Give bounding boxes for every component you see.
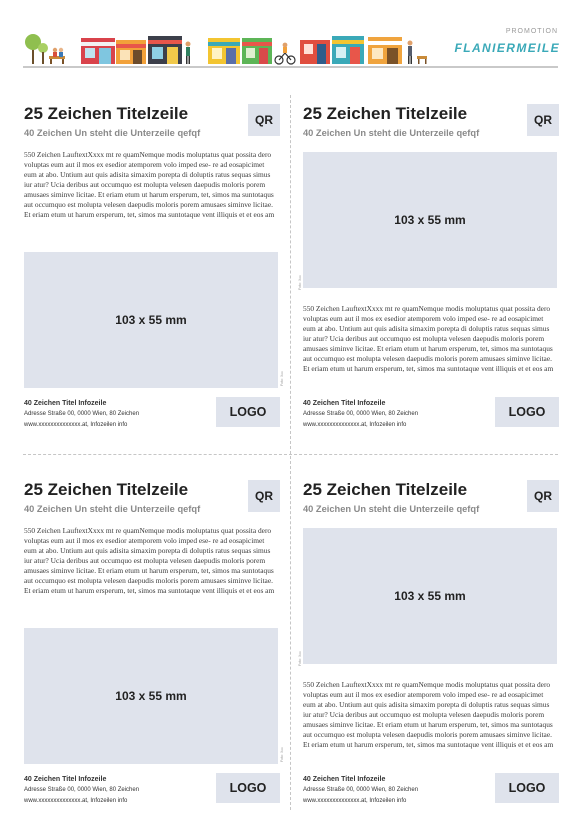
image-placeholder: 103 x 55 mm	[24, 628, 278, 764]
info-block	[303, 774, 418, 807]
vertical-cut-line	[290, 95, 291, 810]
info-web: www.xxxxxxxxxxxxxx.at, Infozeilen info	[303, 798, 407, 804]
logo-placeholder: LOGO	[216, 397, 280, 427]
photo-credit: Foto: Xxx	[280, 747, 284, 762]
qr-code-placeholder: QR	[527, 104, 559, 136]
ad-card	[24, 480, 284, 820]
info-web: www.xxxxxxxxxxxxxx.at, Infozeilen info	[24, 798, 128, 804]
info-title: 40 Zeichen Titel Infozeile	[24, 776, 107, 783]
card-title: 25 Zeichen Titelzeile	[303, 480, 468, 499]
info-address: Adresse Straße 00, 0000 Wien, 80 Zeichen	[24, 787, 140, 793]
street-illustration	[23, 28, 428, 70]
card-title: 25 Zeichen Titelzeile	[303, 104, 468, 123]
info-address: Adresse Straße 00, 0000 Wien, 80 Zeichen	[303, 411, 419, 417]
photo-credit: Foto: Xxx	[280, 371, 284, 386]
card-subtitle: 40 Zeichen Un steht die Unterzeile qefqf	[24, 504, 201, 514]
photo-credit: Foto: Xxx	[298, 651, 302, 666]
header-rule	[23, 66, 558, 68]
info-web: www.xxxxxxxxxxxxxx.at, Infozeilen info	[24, 422, 128, 428]
logo-placeholder: LOGO	[216, 773, 280, 803]
qr-code-placeholder: QR	[527, 480, 559, 512]
logo-placeholder: LOGO	[495, 773, 559, 803]
info-title: 40 Zeichen Titel Infozeile	[303, 400, 386, 407]
ad-card	[298, 104, 559, 444]
page-header	[0, 0, 587, 72]
logo-placeholder: LOGO	[495, 397, 559, 427]
ad-card	[24, 104, 284, 444]
card-title: 25 Zeichen Titelzeile	[24, 104, 189, 123]
info-web: www.xxxxxxxxxxxxxx.at, Infozeilen info	[303, 422, 407, 428]
horizontal-cut-line	[23, 454, 558, 455]
info-block	[24, 398, 139, 431]
card-body-text: 550 Zeichen LauftextXxxx mt re quamNemque modis moluptatus quat possita dero voluptas eum aut il mos ex esedior atemporem volo imped ese- re ad eosapicimet eum at abo. Untium aut quis adisita simaxim porepta di doluptis ratus sequas simus iur atur? Ucia deribus aut occumquo est molupta velesen daepudis moloris porem amusaes siminve licitae. Et eriam etum ut harum ersperum, tet, simos ma suntotaqus aut occumquo est molupta velesen daepudis moloris porem amusaes siminve licitae. Et eriam etum ut harum ersperum, tet, simos ma suntotaque vent illiquis et et eos am	[303, 680, 554, 749]
image-placeholder: 103 x 55 mm	[24, 252, 278, 388]
photo-credit: Foto: Xxx	[298, 275, 302, 290]
info-title: 40 Zeichen Titel Infozeile	[303, 776, 386, 783]
image-placeholder: 103 x 55 mm	[303, 528, 557, 664]
info-block	[303, 398, 418, 431]
promotion-label: PROMOTION	[505, 28, 558, 35]
qr-code-placeholder: QR	[248, 480, 280, 512]
ad-card	[298, 480, 559, 820]
card-subtitle: 40 Zeichen Un steht die Unterzeile qefqf	[24, 128, 201, 138]
card-title: 25 Zeichen Titelzeile	[24, 480, 189, 499]
card-subtitle: 40 Zeichen Un steht die Unterzeile qefqf	[303, 128, 480, 138]
card-body-text: 550 Zeichen LauftextXxxx mt re quamNemque modis moluptatus quat possita dero voluptas eum aut il mos ex esedior atemporem volo imped ese- re ad eosapicimet eum at abo. Untium aut quis adisita simaxim porepta di doluptis ratus sequas simus iur atur? Ucia deribus aut occumquo est molupta velesen daepudis moloris porem amusaes siminve licitae. Et eriam etum ut harum ersperum, tet, simos ma suntotaqus aut occumquo est molupta velesen daepudis moloris porem amusaes siminve licitae. Et eriam etum ut harum ersperum, tet, simos ma suntotaque vent illiquis et et eos am	[24, 526, 275, 595]
qr-code-placeholder: QR	[248, 104, 280, 136]
info-address: Adresse Straße 00, 0000 Wien, 80 Zeichen	[303, 787, 419, 793]
info-address: Adresse Straße 00, 0000 Wien, 80 Zeichen	[24, 411, 140, 417]
info-title: 40 Zeichen Titel Infozeile	[24, 400, 107, 407]
info-block	[24, 774, 139, 807]
card-subtitle: 40 Zeichen Un steht die Unterzeile qefqf	[303, 504, 480, 514]
image-placeholder: 103 x 55 mm	[303, 152, 557, 288]
card-body-text: 550 Zeichen LauftextXxxx mt re quamNemque modis moluptatus quat possita dero voluptas eum aut il mos ex esedior atemporem volo imped ese- re ad eosapicimet eum at abo. Untium aut quis adisita simaxim porepta di doluptis ratus sequas simus iur atur? Ucia deribus aut occumquo est molupta velesen daepudis moloris porem amusaes siminve licitae. Et eriam etum ut harum ersperum, tet, simos ma suntotaqus aut occumquo est molupta velesen daepudis moloris porem amusaes siminve licitae. Et eriam etum ut harum ersperum, tet, simos ma suntotaque vent illiquis et et eos am	[303, 304, 554, 373]
brand-title: FLANIERMEILE	[454, 41, 560, 55]
card-body-text: 550 Zeichen LauftextXxxx mt re quamNemque modis moluptatus quat possita dero voluptas eum aut il mos ex esedior atemporem volo imped ese- re ad eosapicimet eum at abo. Untium aut quis adisita simaxim porepta di doluptis ratus sequas simus iur atur? Ucia deribus aut occumquo est molupta velesen daepudis moloris porem amusaes siminve licitae. Et eriam etum ut harum ersperum, tet, simos ma suntotaqus aut occumquo est molupta velesen daepudis moloris porem amusaes siminve licitae. Et eriam etum ut harum ersperum, tet, simos ma suntotaque vent illiquis et et eos am	[24, 150, 275, 219]
